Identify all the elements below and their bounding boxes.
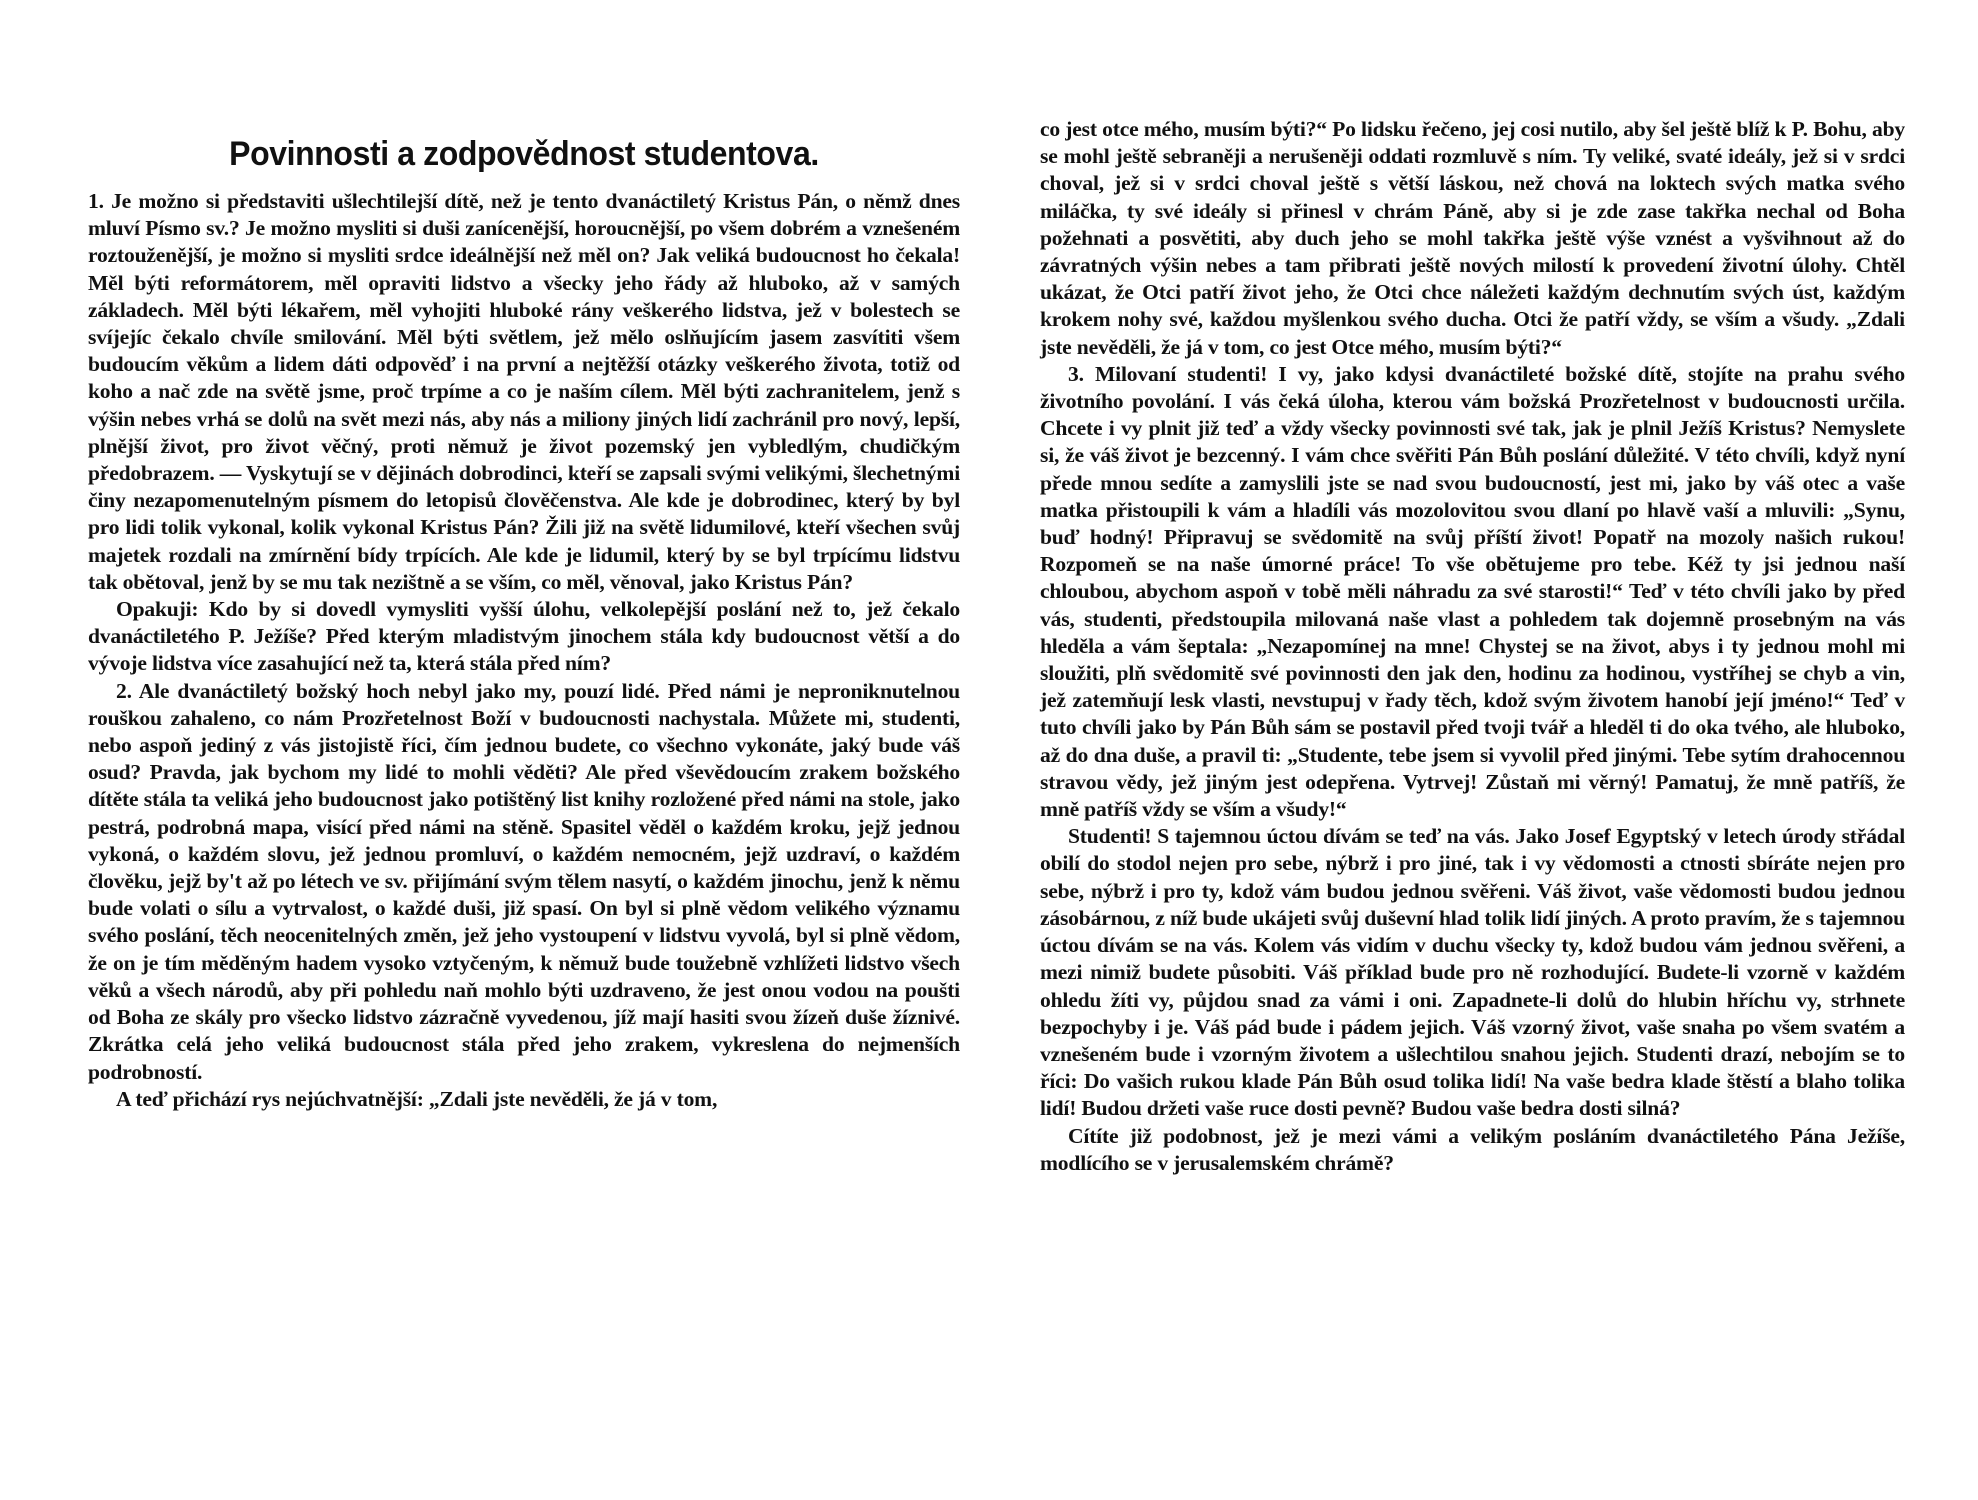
paragraph-3: 3. Milovaní studenti! I vy, jako kdysi dvanáctileté božské dítě, stojíte na prahu svého životního povolání. I vás čeká úloha, kterou vám božská Prozřetelnost v budoucnosti určila. Chcete i vy plnit již teď a vždy všecky povinnosti své tak, jak je plnil Ježíš Kristus? Nemyslete si, že váš život je bezcenný. I vám chce svěřiti Pán Bůh poslání důležité. V této chvíli, když nyní přede mnou sedíte a zamyslili jste se nad svou budoucností, jest mi, jako by váš otec a vaše matka přistoupili k vám a hladíli vás mozolovitou svou dlaní po hlavě vaší a mluvili: „Synu, buď hodný! Připravuj se svědomitě na svůj příští život! Popatř na mozoly našich rukou! Rozpomeň se na naše úmorné práce! To vše obětujeme pro tebe. Kéž ty jsi jednou naší chloubou, abychom aspoň v tobě měli náhradu za své starosti!“ Teď v této chvíli jako by před vás, studenti, předstoupila milovaná naše vlast a pohledem tak dojemně prosebným na vás hleděla a vám šeptala: „Nezapomínej na mne! Chystej se na život, abys i ty jednou mohl mi sloužiti, plň svědomitě své povinnosti den jak den, hodinu za hodinou, vystříhej se chyb a vin, jež zatemňují lesk vlasti, nevstupuj v řady těch, kdož svým životem hanobí její jméno!“ Teď v tuto chvíli jako by Pán Bůh sám se postavil před tvoji tvář a hleděl ti do oka tvého, ale hluboko, až do dna duše, a pravil ti: „Studente, tebe jsem si vyvolil před jinými. Tebe sytím drahocennou stravou vědy, jež jiným jest odepřena. Vytrvej! Zůstaň mi věrný! Pamatuj, že mně patříš, že mně patříš vždy se vším a všudy!“ [1040,361,1905,822]
right-text-column [1040,116,1905,1177]
paragraph-continuation: co jest otce mého, musím býti?“ Po lidsku řečeno, jej cosi nutilo, aby šel ještě blíž k P. Bohu, aby se mohl ještě sebraněji a nerušeněji oddati rozmluvě s ním. Ty veliké, svaté ideály, jež si v srdci choval, jež si v srdci choval ještě s větší láskou, než chová na loktech svých matka svého miláčka, ty své ideály si přinesl v chrám Páně, aby si je zde zase takřka nechal od Boha požehnati a posvětiti, aby duch jeho se mohl takřka ještě výše vznést a vyšvihnout až do závratných výšin nebes a tam přibrati ještě nových milostí k provedení životní úlohy. Chtěl ukázat, že Otci patří život jeho, že Otci chce náležeti každým dechnutím svých úst, každým krokem nohy své, každou myšlenkou svého ducha. Otci že patří vždy, se vším a všudy. „Zdali jste nevěděli, že já v tom, co jest Otce mého, musím býti?“ [1040,117,1905,359]
paragraph-citite: Cítíte již podobnost, jež je mezi vámi a velikým posláním dvanáctiletého Pána Ježíše, modlícího se v jerusalemském chrámě? [1040,1123,1905,1175]
paragraph-studenti: Studenti! S tajemnou úctou dívám se teď na vás. Jako Josef Egyptský v letech úrody střádal obilí do stodol nejen pro sebe, nýbrž i pro jiné, tak i vy vědomosti a ctnosti sbíráte nejen pro sebe, nýbrž i pro ty, kdož vám budou jednou svěřeni. Váš život, vaše vědomosti budou jednou zásobárnou, z níž bude ukájeti svůj duševní hlad tolik lidí jiných. A proto pravím, že s tajemnou úctou dívám se na vás. Kolem vás vidím v duchu všecky ty, kdož budou vám jednou svěřeni, a mezi nimiž budete působiti. Váš příklad bude pro ně rozhodující. Budete-li vzorně v každém ohledu žíti vy, půjdou snad za vámi i oni. Zapadnete-li dolů do hlubin hříchu vy, strhnete bezpochyby i je. Váš pád bude i pádem jejich. Váš vzorný život, vaše snaha po všem svatém a vznešeném bude i vzorným životem a ušlechtilou snahou jejich. Studenti drazí, nebojím se to říci: Do vašich rukou klade Pán Bůh osud tolika lidí! Na vaše bedra klade štěstí a blaho tolika lidí! Budou držeti vaše ruce dosti pevně? Budou vaše bedra dosti silná? [1040,824,1905,1121]
left-text-column [88,188,960,1113]
paragraph-1: 1. Je možno si představiti ušlechtilejší dítě, než je tento dvanáctiletý Kristus Pán, o němž dnes mluví Písmo sv.? Je možno mysliti si duši zanícenější, horoucnější, po všem dobrém a vznešeném roztouženější, je možno si mysliti srdce ideálnější než měl on? Jak veliká budoucnost ho čekala! Měl býti reformátorem, měl opraviti lidstvo a všecky jeho řády až hluboko, až v samých základech. Měl býti lékařem, měl vyhojiti hluboké rány veškerého lidstva, jež v bolestech se svíjejíc čekalo chvíle smilování. Měl býti světlem, jež mělo oslňujícím jasem zasvítiti všem budoucím věkům a lidem dáti odpověď i na první a nejtěžší otázky veškerého života, totiž od koho a nač zde na světě jsme, proč trpíme a co je naším cílem. Měl býti zachranitelem, jenž s výšin nebes vrhá se dolů na svět mezi nás, aby nás a miliony jiných lidí zachránil pro nový, lepší, plnější život, pro život věčný, proti němuž je život pozemský jen vybledlým, chudičkým předobrazem. — Vyskytují se v dějinách dobrodinci, kteří se zapsali svými velikými, šlechetnými činy nezapomenutelným písmem do letopisů člověčenstva. Ale kde je dobrodinec, který by byl pro lidi tolik vykonal, kolik vykonal Kristus Pán? Žili již na světě lidumilové, kteří všechen svůj majetek rozdali na zmírnění bídy trpících. Ale kde je lidumil, který by se byl trpícímu lidstvu tak obětoval, jenž by se mu tak nezištně a se vším, co měl, věnoval, jako Kristus Pán? [88,189,960,594]
paragraph-2: 2. Ale dvanáctiletý božský hoch nebyl jako my, pouzí lidé. Před námi je neproniknutelnou rouškou zahaleno, co nám Prozřetelnost Boží v budoucnosti nachystala. Můžete mi, studenti, nebo aspoň jediný z vás jistojistě říci, čím jednou budete, co všechno vykonáte, jaký bude váš osud? Pravda, jak bychom my lidé to mohli věděti? Ale před vševědoucím zrakem božského dítěte stála ta veliká jeho budoucnost jako potištěný list knihy rozložené před námi na stole, jako pestrá, podrobná mapa, visící před námi na stěně. Spasitel věděl o každém kroku, jejž jednou vykoná, o každém slovu, jež jednou promluví, o každém nemocném, jejž uzdraví, o každém člověku, jejž by't až po létech ve sv. přijímání svým tělem nasytí, o každém jinochu, jenž k němu bude volati o sílu a vytrvalost, o každé duši, již spasí. On byl si plně vědom velikého významu svého poslání, těch neocenitelných změn, jež jeho vystoupení v lidstvu vyvolá, byl si plně vědom, že on je tím měděným hadem vysoko vztyčeným, k němuž bude toužebně vzhlížeti lidstvo všech věků a všech národů, aby při pohledu naň mohlo býti uzdraveno, že jest onou vodou na poušti od Boha ze skály pro všecko lidstvo zázračně vyvedenou, jíž mají hasiti svou žízeň duše žíznivé. Zkrátka celá jeho veliká budoucnost stála před jeho zrakem, vykreslena do nejmenších podrobností. [88,678,960,1084]
article-title: Povinnosti a zodpovědnost studentova. [229,133,819,173]
paragraph-opakuji: Opakuji: Kdo by si dovedl vymysliti vyšší úlohu, velkolepější poslání než to, jež čekalo dvanáctiletého P. Ježíše? Před kterým mladistvým jinochem stála kdy budoucnost větší a do vývoje lidstva více zasahující než ta, která stála před ním? [88,597,960,676]
paragraph-a-ted: A teď přichází rys nejúchvatnější: „Zdali jste nevěděli, že já v tom, [116,1086,718,1111]
